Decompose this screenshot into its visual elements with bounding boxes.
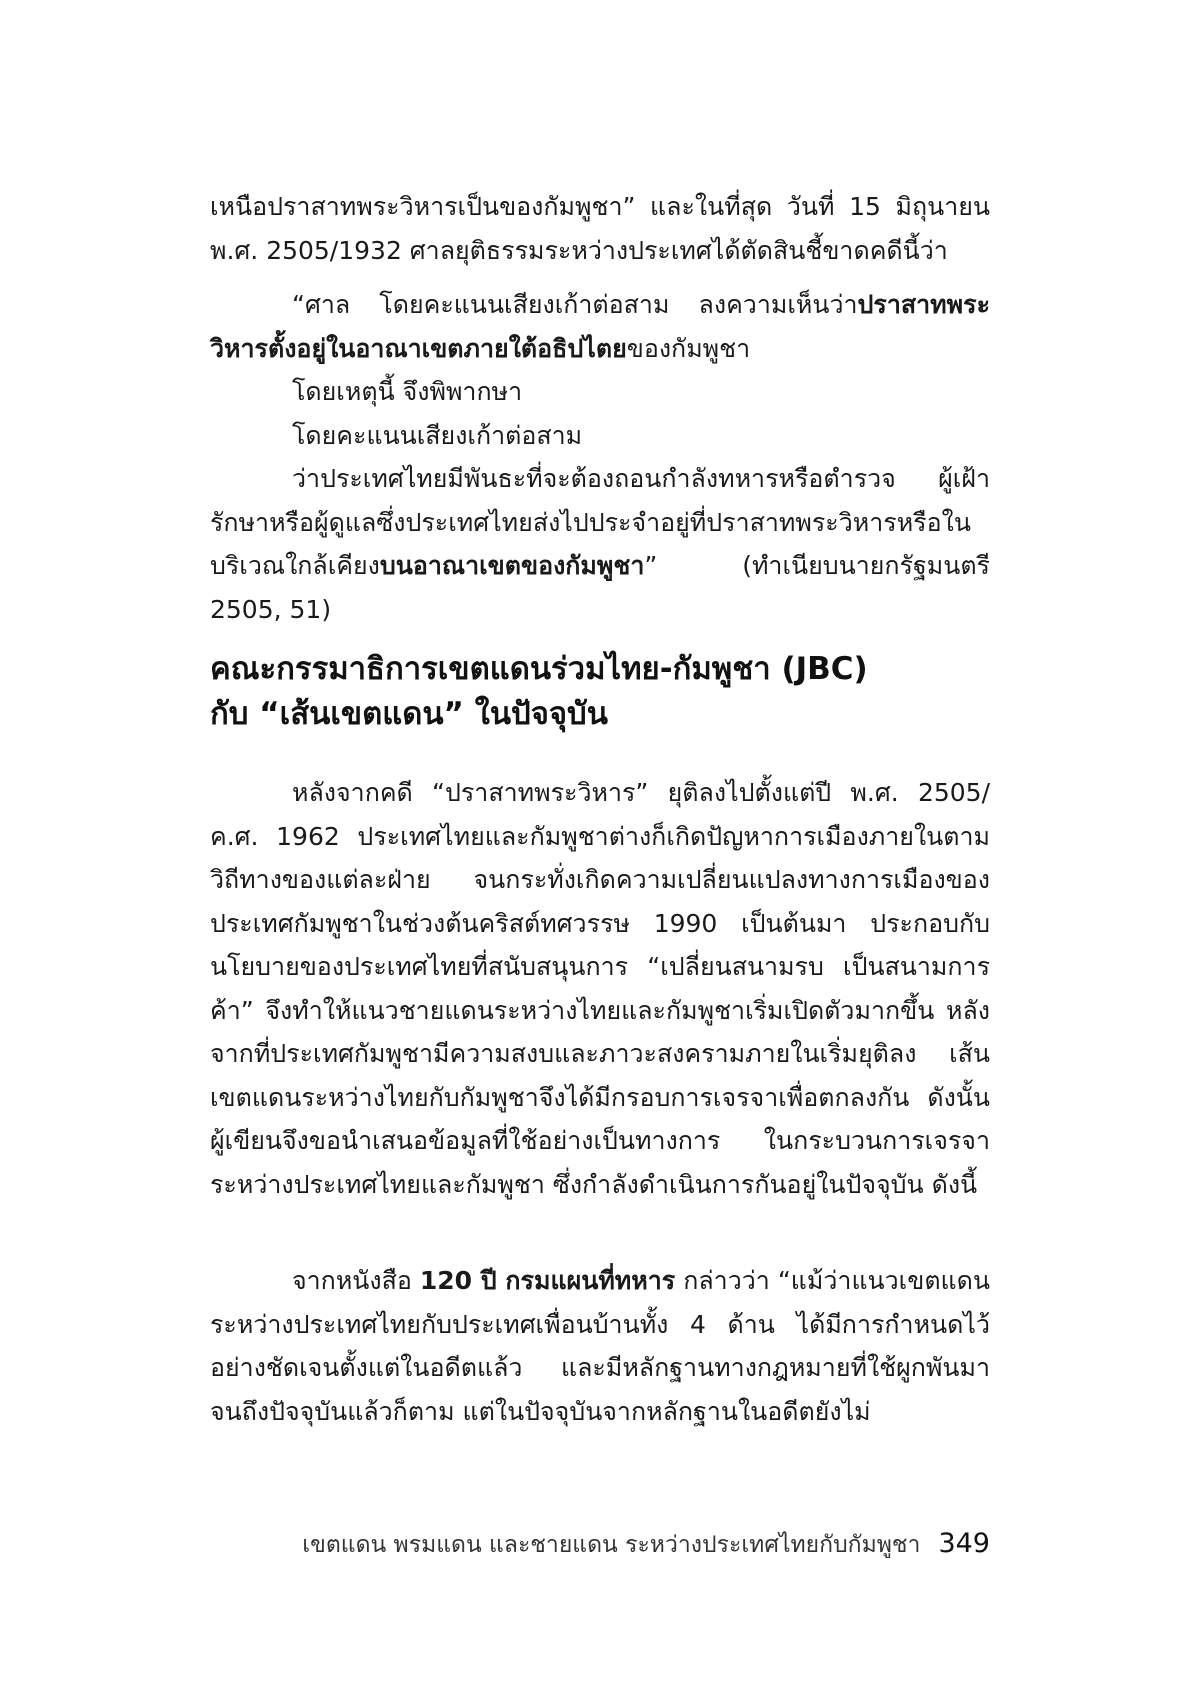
- court-judgment-quote: [210, 283, 990, 631]
- quote-bold-temple: ปราสาทพระวิหารตั้งอยู่ในอาณาเขตภายใต้อธิปไตย: [210, 290, 990, 363]
- quote-line-3: โดยคะแนนเสียงเก้าต่อสาม: [292, 420, 583, 450]
- quote-line-2: โดยเหตุนี้ จึงพิพากษา: [292, 377, 523, 406]
- quote-line-4: ว่าประเทศไทยมีพันธะที่จะต้องถอนกำลังทหารหรือตำรวจ ผู้เฝ้ารักษาหรือผู้ดูแลซึ่งประเทศไทยส่งไปประจำอยู่ที่ปราสาทพระวิหารหรือในบริเวณใกล้เคียงบนอาณาเขตของกัมพูชา” (ทำเนียบนายกรัฐมนตรี 2505, 51): [210, 464, 990, 624]
- section-heading: [210, 647, 990, 737]
- running-title: เขตแดน พรมแดน และชายแดน ระหว่างประเทศไทยกับกัมพูชา: [302, 1532, 921, 1558]
- heading-line-1: คณะกรรมาธิการเขตแดนร่วมไทย-กัมพูชา (JBC): [210, 651, 868, 687]
- quote-bold-territory: บนอาณาเขตของกัมพูชา: [379, 551, 645, 580]
- book-title-bold: 120 ปี กรมแผนที่ทหาร: [419, 1266, 676, 1295]
- paragraph-court-intro: เหนือปราสาทพระวิหารเป็นของกัมพูชา” และในที่สุด วันที่ 15 มิถุนายน พ.ศ. 2505/1932 ศาลยุติธรรมระหว่างประเทศได้ตัดสินชี้ขาดคดีนี้ว่า: [210, 192, 990, 265]
- paragraph-rtsd-book: จากหนังสือ 120 ปี กรมแผนที่ทหาร กล่าวว่า “แม้ว่าแนวเขตแดนระหว่างประเทศไทยกับประเทศเพื่อนบ้านทั้ง 4 ด้าน ได้มีการกำหนดไว้อย่างชัดเจนตั้งแต่ในอดีตแล้ว และมีหลักฐานทางกฎหมายที่ใช้ผูกพันมาจนถึงปัจจุบันแล้วก็ตาม แต่ในปัจจุบันจากหลักฐานในอดีตยังไม่: [210, 1266, 990, 1426]
- quote-line-1: “ศาล โดยคะแนนเสียงเก้าต่อสาม ลงความเห็นว่าปราสาทพระวิหารตั้งอยู่ในอาณาเขตภายใต้อธิปไตยของกัมพูชา: [210, 290, 990, 363]
- heading-line-2: กับ “เส้นเขตแดน” ในปัจจุบัน: [210, 696, 608, 732]
- page-footer: [302, 1527, 990, 1563]
- page-number: 349: [938, 1528, 990, 1559]
- paragraph-history: หลังจากคดี “ปราสาทพระวิหาร” ยุติลงไปตั้งแต่ปี พ.ศ. 2505/ค.ศ. 1962 ประเทศไทยและกัมพูชาต่างก็เกิดปัญหาการเมืองภายในตามวิถีทางของแต่ละฝ่าย จนกระทั่งเกิดความเปลี่ยนแปลงทางการเมืองของประเทศกัมพูชาในช่วงต้นคริสต์ทศวรรษ 1990 เป็นต้นมา ประกอบกับนโยบายของประเทศไทยที่สนับสนุนการ “เปลี่ยนสนามรบ เป็นสนามการค้า” จึงทำให้แนวชายแดนระหว่างไทยและกัมพูชาเริ่มเปิดตัวมากขึ้น หลังจากที่ประเทศกัมพูชามีความสงบและภาวะสงครามภายในเริ่มยุติลง เส้นเขตแดนระหว่างไทยกับกัมพูชาจึงได้มีกรอบการเจรจาเพื่อตกลงกัน ดังนั้น ผู้เขียนจึงขอนำเสนอข้อมูลที่ใช้อย่างเป็นทางการ ในกระบวนการเจรจาระหว่างประเทศไทยและกัมพูชา ซึ่งกำลังดำเนินการกันอยู่ในปัจจุบัน ดังนี้: [210, 778, 990, 1199]
